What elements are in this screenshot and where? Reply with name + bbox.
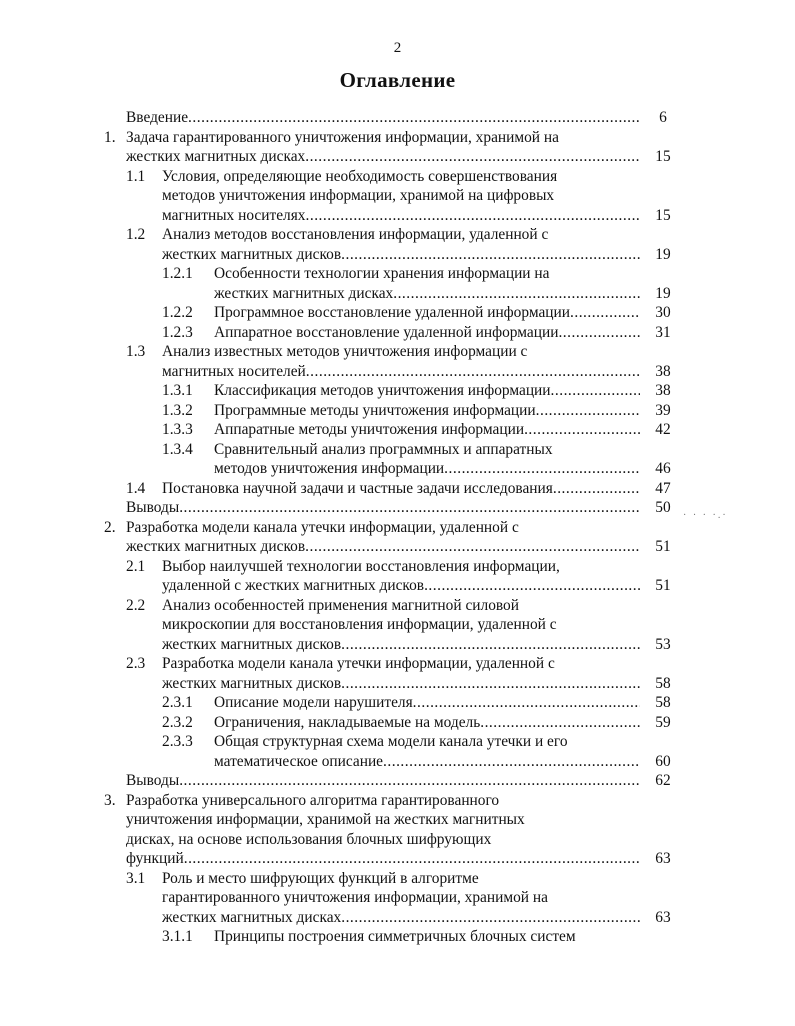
toc-line [0,888,795,908]
toc-entry-text: магнитных носителях ..... [162,206,640,226]
leader-dots [524,420,640,440]
toc-page-number: 38 [655,362,671,380]
toc-number: 2.2 [126,596,146,614]
toc-number: 2.1 [126,557,146,575]
toc-line [0,791,795,811]
toc-page-number: 15 [655,148,671,165]
leader-dots [341,674,640,694]
toc-entry-text: магнитных носителей ..... [162,362,640,382]
toc-line [0,693,795,713]
leader-dots [480,713,640,733]
leader-dots [179,771,640,791]
toc-page-number: 46 [655,460,671,477]
toc-line [0,869,795,889]
scan-specks: · · · ·.· [683,510,728,521]
toc-page-number: 39 [655,401,671,419]
toc-number: 1. [104,128,116,146]
toc-entry-text: Аппаратное восстановление удаленной информации ..... [214,323,640,343]
leader-dots [551,381,640,401]
toc-line [0,849,795,869]
toc-entry-text: жестких магнитных дисках ..... [162,908,640,928]
toc-entry-text: жестких магнитных дисков ..... [162,674,640,694]
toc-page-number: 58 [655,694,671,711]
toc-line [0,479,795,499]
toc-entry-text: Описание модели нарушителя ..... [214,693,640,713]
toc-number: 1.3.4 [162,440,193,458]
toc-entry-text: микроскопии для восстановления информации, удаленной с [162,616,557,633]
toc-page-number: 19 [655,245,671,263]
toc-entry-text: Выбор наилучшей технологии восстановления информации, [162,557,560,575]
toc-page-number: 63 [655,908,671,926]
toc-entry-text: жестких магнитных дисков ..... [162,635,640,655]
toc-line [0,576,795,596]
toc-number: 1.3.1 [162,382,193,399]
leader-dots [444,459,640,479]
toc-line [0,752,795,772]
toc-entry-text: жестких магнитных дисков ..... [126,537,640,557]
toc-page-number: 63 [655,850,671,867]
toc-line [0,128,795,148]
toc-line [0,303,795,323]
toc-entry-text: Принципы построения симметричных блочных систем [214,928,576,945]
toc-entry-text: функций ..... [126,849,640,869]
toc-line [0,342,795,362]
toc-entry-text: Общая структурная схема модели канала утечки и его [214,733,568,750]
toc-page-number: 38 [655,382,671,399]
page-number: 2 [393,40,402,56]
toc-number: 1.3 [126,343,146,360]
leader-dots [306,362,640,382]
toc-entry-text: Разработка модели канала утечки информации, удаленной с [126,518,519,536]
toc-entry-text: удаленной с жестких магнитных дисков ..... [162,576,640,596]
toc-page-number: 51 [655,577,671,594]
page-title: Оглавление [339,68,456,92]
toc-entry-text: Анализ известных методов уничтожения информации с [162,343,528,360]
leader-dots [341,908,640,928]
toc-page-number: 58 [655,674,671,692]
toc-line [0,537,795,557]
toc-line [0,498,795,518]
toc-line [0,615,795,635]
toc-number: 2. [104,518,116,536]
toc-line [0,108,795,128]
leader-dots [424,576,640,596]
toc-entry-text: Аппаратные методы уничтожения информации ..... [214,420,640,440]
toc-entry-text: математическое описание ..... [214,752,640,772]
toc-page-number: 59 [655,713,671,731]
toc-number: 1.3.3 [162,421,193,438]
toc-line [0,323,795,343]
toc-line [0,459,795,479]
toc-number: 3.1.1 [162,928,193,945]
toc-entry-text: жестких магнитных дисках ..... [126,147,640,167]
toc-entry-text: Выводы ..... [126,498,640,518]
toc-line [0,635,795,655]
leader-dots [305,147,640,167]
toc-page-number: 47 [655,479,671,497]
toc-entry-text: Ограничения, накладываемые на модель ..... [214,713,640,733]
toc-entry-text: Программное восстановление удаленной информации ..... [214,303,640,323]
toc-line [0,167,795,187]
toc-entry-text: Роль и место шифрующих функций в алгоритме [162,869,479,887]
toc-entry-text: Постановка научной задачи и частные задачи исследования ..... [162,479,640,499]
toc-line [0,206,795,226]
leader-dots [536,401,640,421]
toc-line [0,732,795,752]
toc-line [0,186,795,206]
toc-line [0,771,795,791]
toc-entry-text: Сравнительный анализ программных и аппаратных [214,440,553,458]
toc-page-number: 19 [655,284,671,302]
toc-line [0,420,795,440]
toc-line [0,518,795,538]
toc-entry-text: методов уничтожения информации, хранимой на цифровых [162,187,555,204]
toc-line [0,440,795,460]
leader-dots [179,498,640,518]
toc-page-number: 62 [655,772,671,789]
toc-entry-text: методов уничтожения информации ..... [214,459,640,479]
toc-line [0,927,795,947]
leader-dots [341,245,640,265]
toc-line [0,225,795,245]
toc-line [0,810,795,830]
toc-page-number: 30 [655,304,671,321]
toc-entry-text: Особенности технологии хранения информации на [214,265,550,282]
toc-line [0,264,795,284]
toc-line [0,654,795,674]
toc-entry-text: Разработка универсального алгоритма гарантированного [126,791,500,809]
toc-entry-text: Введение ..... [126,108,640,128]
toc-entry-text: уничтожения информации, хранимой на жестких магнитных [126,811,525,828]
toc-number: 1.1 [126,167,146,185]
toc-number: 2.3 [126,655,146,672]
toc-line [0,557,795,577]
toc-number: 3. [104,791,116,809]
toc-line [0,362,795,382]
toc-entry-text: Классификация методов уничтожения информации ..... [214,381,640,401]
leader-dots [184,849,640,869]
toc-number: 1.3.2 [162,401,193,419]
toc-page-number: 31 [655,323,671,341]
toc-entry-text: жестких магнитных дисках ..... [214,284,640,304]
toc-line [0,908,795,928]
toc-number: 1.2.2 [162,304,193,321]
leader-dots [306,206,641,226]
toc-line [0,147,795,167]
toc-entry-text: гарантированного уничтожения информации, хранимой на [162,889,548,906]
toc-page-number: 60 [655,752,671,770]
leader-dots [341,635,640,655]
toc-line [0,401,795,421]
leader-dots [393,284,640,304]
table-of-contents [0,108,795,947]
toc-page-number: 51 [655,538,671,555]
leader-dots [305,537,640,557]
toc-number: 1.2.3 [162,323,193,341]
toc-page-number: 42 [655,421,671,438]
leader-dots [413,693,640,713]
toc-line [0,381,795,401]
toc-entry-text: дисках, на основе использования блочных шифрующих [126,830,492,848]
toc-line [0,830,795,850]
toc-entry-text: жестких магнитных дисков ..... [162,245,640,265]
leader-dots [553,479,640,499]
toc-line [0,713,795,733]
toc-entry-text: Программные методы уничтожения информации ..... [214,401,640,421]
toc-number: 2.3.2 [162,713,193,731]
leader-dots [383,752,640,772]
toc-entry-text: Разработка модели канала утечки информации, удаленной с [162,655,555,672]
toc-number: 2.3.3 [162,733,193,750]
toc-line [0,284,795,304]
toc-number: 3.1 [126,869,146,887]
leader-dots [188,108,640,128]
toc-number: 1.2 [126,226,146,243]
leader-dots [558,323,640,343]
toc-number: 1.4 [126,479,146,497]
toc-number: 2.3.1 [162,694,193,711]
toc-line [0,245,795,265]
leader-dots [570,303,640,323]
toc-page-number: 53 [655,635,671,653]
toc-line [0,674,795,694]
toc-page-number: 6 [659,109,667,126]
toc-entry-text: Выводы ..... [126,771,640,791]
toc-entry-text: Условия, определяющие необходимость совершенствования [162,167,558,185]
toc-entry-text: Задача гарантированного уничтожения информации, хранимой на [126,128,559,146]
toc-entry-text: Анализ методов восстановления информации, удаленной с [162,226,549,243]
toc-page-number: 15 [655,206,671,224]
toc-line [0,596,795,616]
toc-page-number: 50 [655,499,671,516]
toc-entry-text: Анализ особенностей применения магнитной силовой [162,596,519,614]
toc-number: 1.2.1 [162,265,193,282]
